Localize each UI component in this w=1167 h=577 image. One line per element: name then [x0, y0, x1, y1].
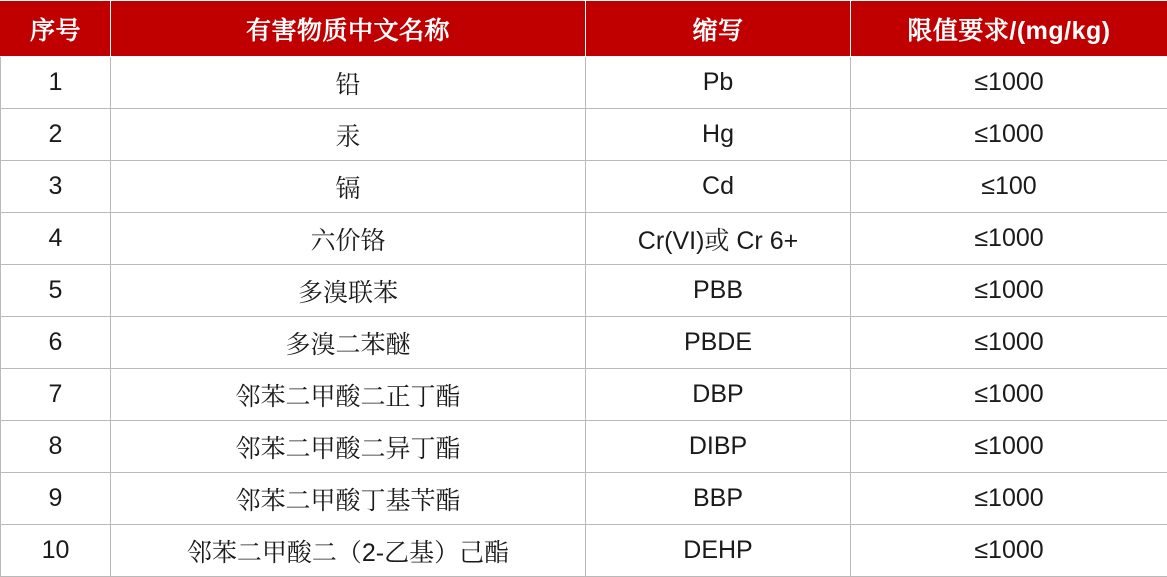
- column-header-name: 有害物质中文名称: [111, 1, 586, 57]
- cell-name: 邻苯二甲酸丁基苄酯: [111, 473, 586, 525]
- table-row: [1, 369, 1167, 421]
- cell-name: 多溴二苯醚: [111, 317, 586, 369]
- table-header: [1, 1, 1167, 57]
- table-row: [1, 109, 1167, 161]
- cell-limit: ≤1000: [851, 421, 1167, 473]
- cell-name: 六价铬: [111, 213, 586, 265]
- cell-index: 2: [1, 109, 111, 161]
- cell-limit: ≤1000: [851, 213, 1167, 265]
- cell-limit: ≤1000: [851, 525, 1167, 577]
- cell-limit: ≤100: [851, 161, 1167, 213]
- cell-name: 邻苯二甲酸二正丁酯: [111, 369, 586, 421]
- cell-name: 邻苯二甲酸二异丁酯: [111, 421, 586, 473]
- cell-abbr: Pb: [586, 57, 851, 109]
- column-header-limit: 限值要求/(mg/kg): [851, 1, 1167, 57]
- table-row: [1, 265, 1167, 317]
- cell-limit: ≤1000: [851, 369, 1167, 421]
- cell-abbr: DBP: [586, 369, 851, 421]
- cell-index: 3: [1, 161, 111, 213]
- cell-name: 多溴联苯: [111, 265, 586, 317]
- cell-index: 6: [1, 317, 111, 369]
- cell-limit: ≤1000: [851, 473, 1167, 525]
- table-row: [1, 161, 1167, 213]
- cell-name: 汞: [111, 109, 586, 161]
- table-row: [1, 317, 1167, 369]
- table-header-row: [1, 1, 1167, 57]
- cell-limit: ≤1000: [851, 317, 1167, 369]
- cell-abbr: Hg: [586, 109, 851, 161]
- cell-abbr: PBDE: [586, 317, 851, 369]
- column-header-index: 序号: [1, 1, 111, 57]
- cell-abbr: Cd: [586, 161, 851, 213]
- cell-index: 8: [1, 421, 111, 473]
- table-row: [1, 213, 1167, 265]
- table-row: [1, 57, 1167, 109]
- cell-index: 1: [1, 57, 111, 109]
- cell-index: 5: [1, 265, 111, 317]
- cell-name: 邻苯二甲酸二（2-乙基）己酯: [111, 525, 586, 577]
- table-row: [1, 473, 1167, 525]
- cell-limit: ≤1000: [851, 265, 1167, 317]
- cell-limit: ≤1000: [851, 109, 1167, 161]
- cell-name: 铅: [111, 57, 586, 109]
- column-header-abbr: 缩写: [586, 1, 851, 57]
- table-row: [1, 421, 1167, 473]
- cell-index: 7: [1, 369, 111, 421]
- cell-index: 10: [1, 525, 111, 577]
- cell-abbr: DEHP: [586, 525, 851, 577]
- table-body: [1, 57, 1167, 577]
- cell-limit: ≤1000: [851, 57, 1167, 109]
- cell-abbr: PBB: [586, 265, 851, 317]
- cell-abbr: DIBP: [586, 421, 851, 473]
- cell-abbr: BBP: [586, 473, 851, 525]
- cell-index: 4: [1, 213, 111, 265]
- cell-index: 9: [1, 473, 111, 525]
- cell-abbr: Cr(VI)或 Cr 6+: [586, 213, 851, 265]
- cell-name: 镉: [111, 161, 586, 213]
